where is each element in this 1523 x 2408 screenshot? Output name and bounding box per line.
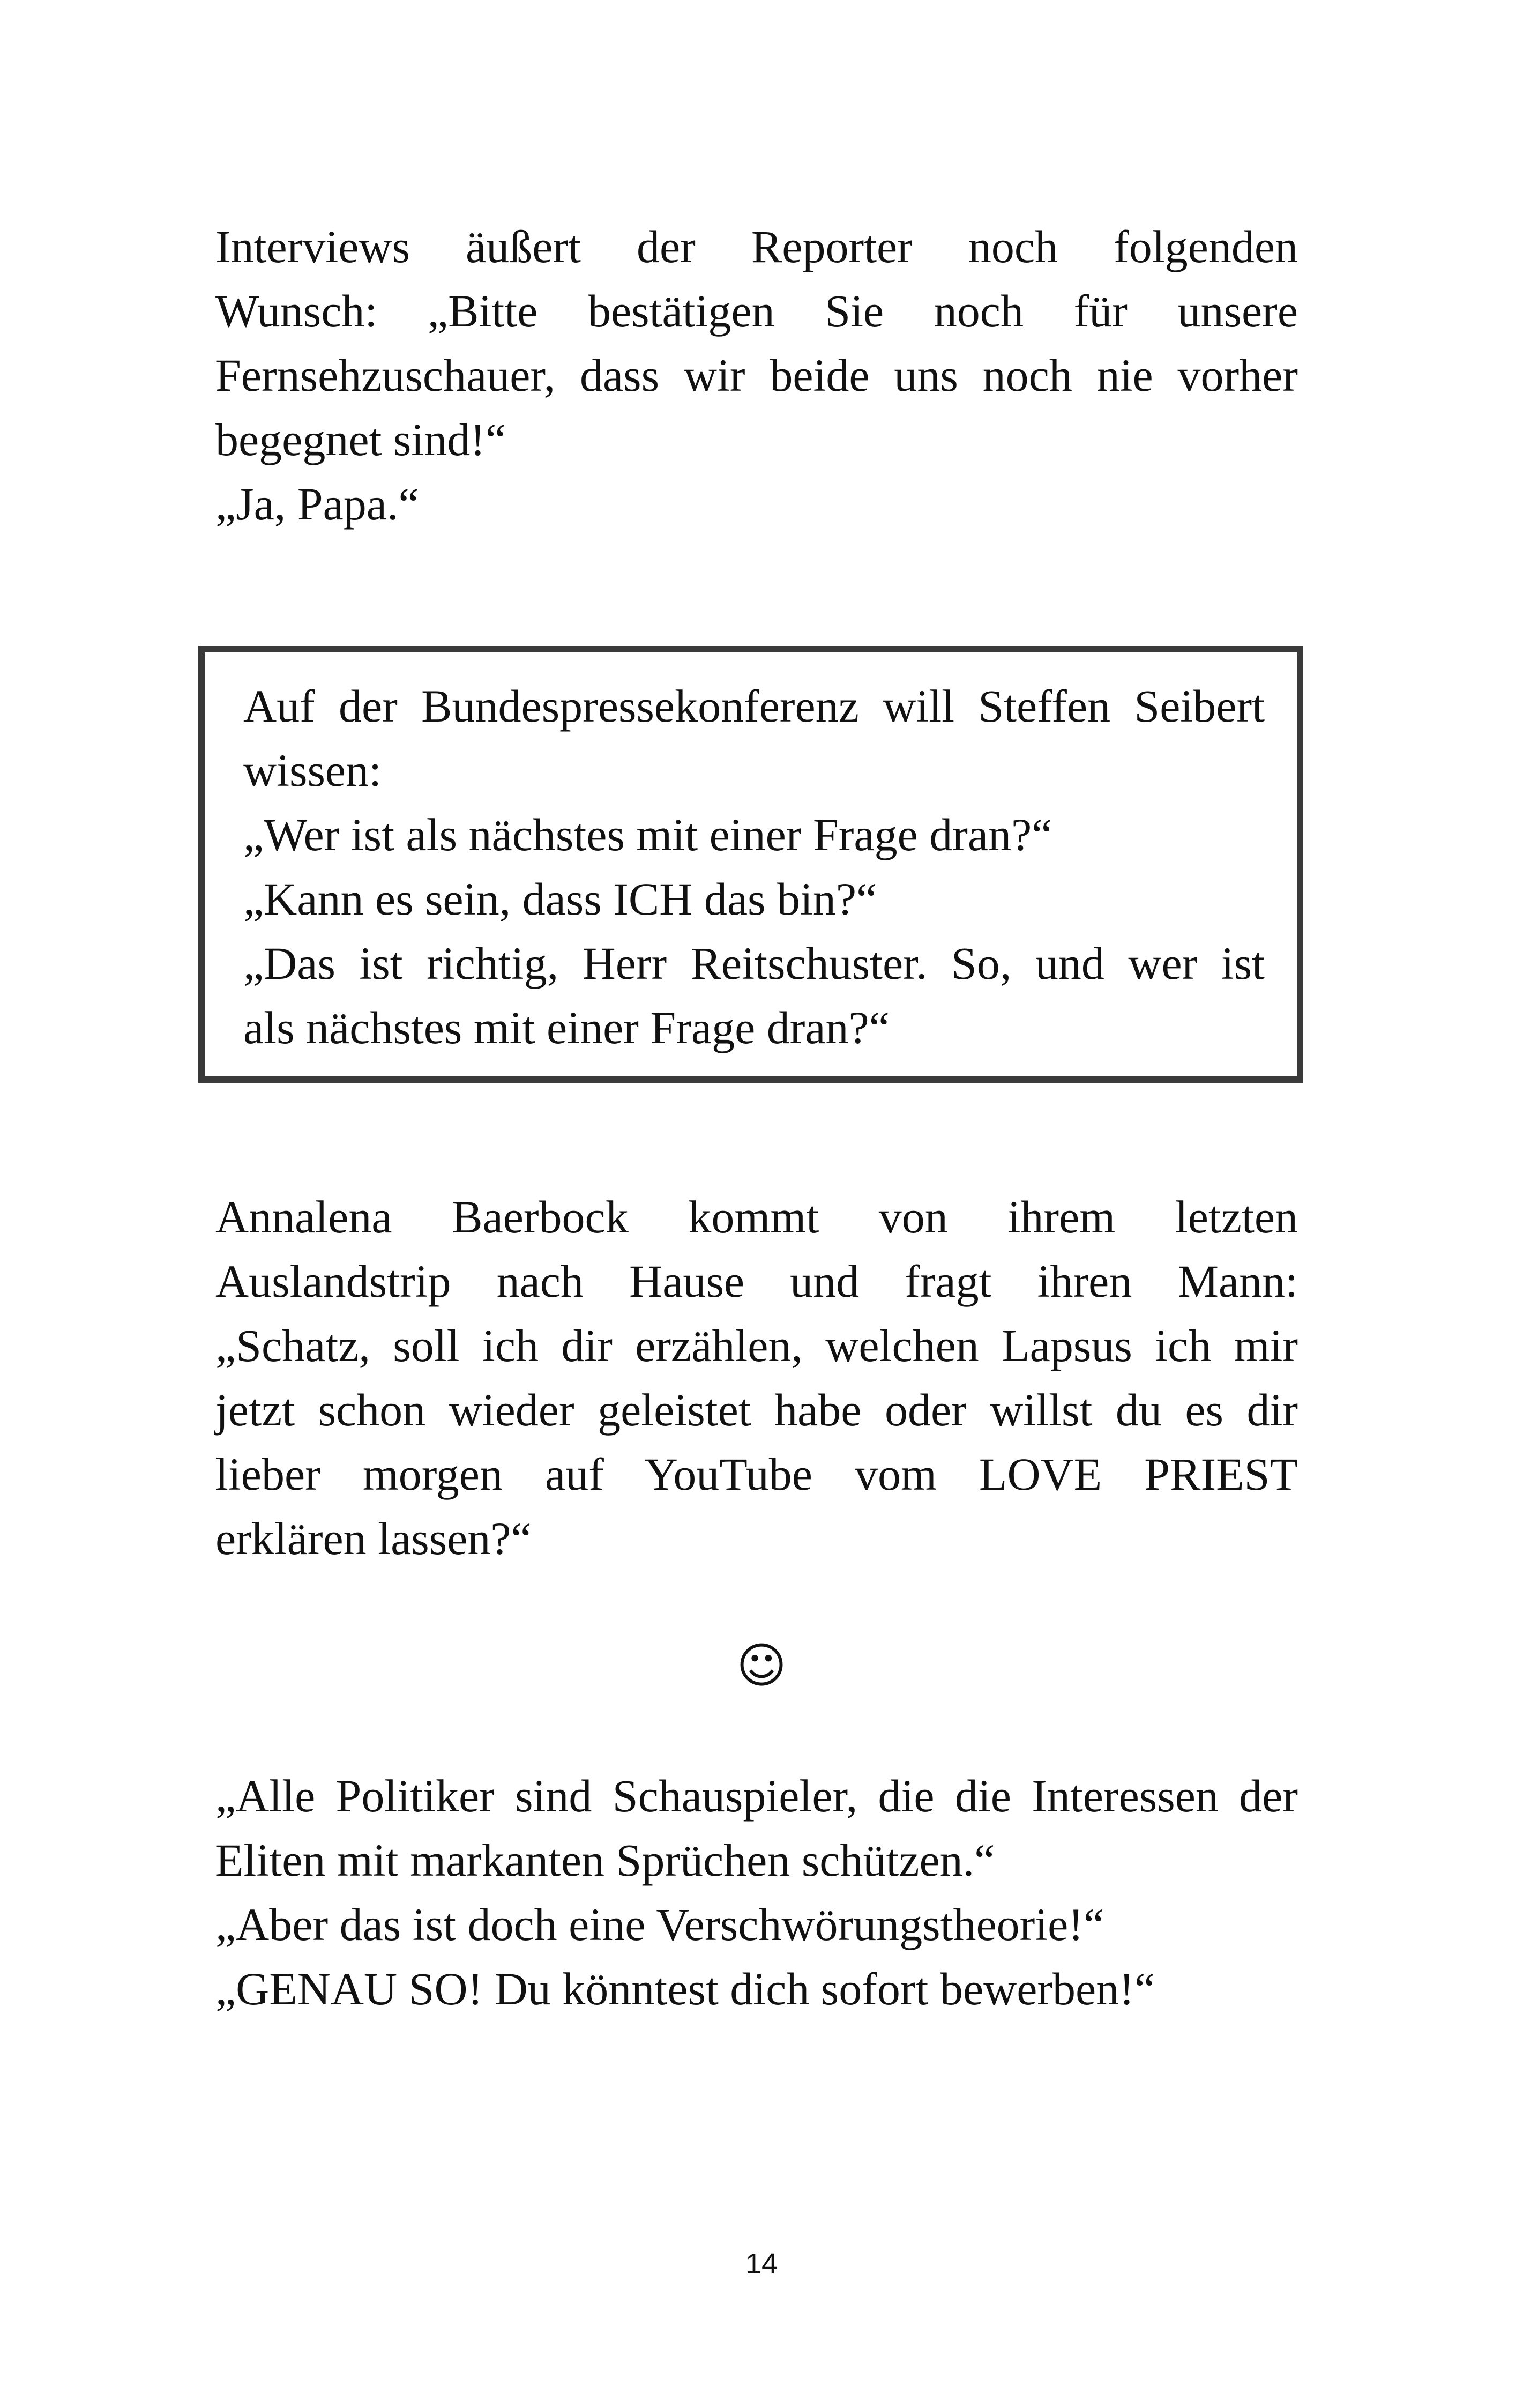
text-line: Fernsehzuschauer, dass wir beide uns noch nie vorher: [215, 350, 1298, 401]
text-line: wissen:: [243, 745, 382, 796]
text-line: jetzt schon wieder geleistet habe oder willst du es dir: [215, 1384, 1298, 1436]
text-line: „Das ist richtig, Herr Reitschuster. So, und wer ist: [243, 938, 1265, 989]
text-line: Wunsch: „Bitte bestätigen Sie noch für unsere: [215, 285, 1298, 337]
text-line: „Alle Politiker sind Schauspieler, die die Interessen der: [215, 1770, 1298, 1822]
text-line: „Aber das ist doch eine Verschwörungstheorie!“: [215, 1899, 1104, 1950]
text-line: Interviews äußert der Reporter noch folgenden: [215, 221, 1298, 272]
text-line: „Ja, Papa.“: [215, 478, 419, 530]
text-line: „GENAU SO! Du könntest dich sofort bewerben!“: [215, 1963, 1155, 2015]
text-line: Eliten mit markanten Sprüchen schützen.“: [215, 1834, 995, 1886]
text-line: „Kann es sein, dass ICH das bin?“: [243, 873, 877, 925]
smiley-icon: ☺: [736, 1638, 787, 1694]
paragraph-interview-joke: [215, 214, 1298, 536]
text-line: begegnet sind!“: [215, 414, 506, 465]
paragraph-text: [215, 1185, 1298, 1571]
boxed-joke-frame: [198, 646, 1303, 1083]
paragraph-text: [215, 214, 1298, 536]
text-line: „Schatz, soll ich dir erzählen, welchen Lapsus ich mir: [215, 1320, 1298, 1371]
text-line: lieber morgen auf YouTube vom LOVE PRIEST: [215, 1448, 1298, 1500]
page-number: 14: [745, 2248, 778, 2280]
paragraph-baerbock-joke: [215, 1185, 1298, 1571]
text-line: Auf der Bundespressekonferenz will Steffen Seibert: [243, 680, 1265, 732]
paragraph-politiker-joke: [215, 1764, 1298, 2021]
paragraph-text: [243, 674, 1265, 1060]
paragraph-text: [215, 1764, 1298, 2021]
text-line: Annalena Baerbock kommt von ihrem letzten: [215, 1191, 1298, 1243]
text-line: als nächstes mit einer Frage dran?“: [243, 1002, 890, 1053]
text-line: Auslandstrip nach Hause und fragt ihren Mann:: [215, 1255, 1298, 1307]
text-line: „Wer ist als nächstes mit einer Frage dran?“: [243, 809, 1052, 860]
text-line: erklären lassen?“: [215, 1513, 532, 1564]
boxed-joke-content: [243, 674, 1265, 1060]
